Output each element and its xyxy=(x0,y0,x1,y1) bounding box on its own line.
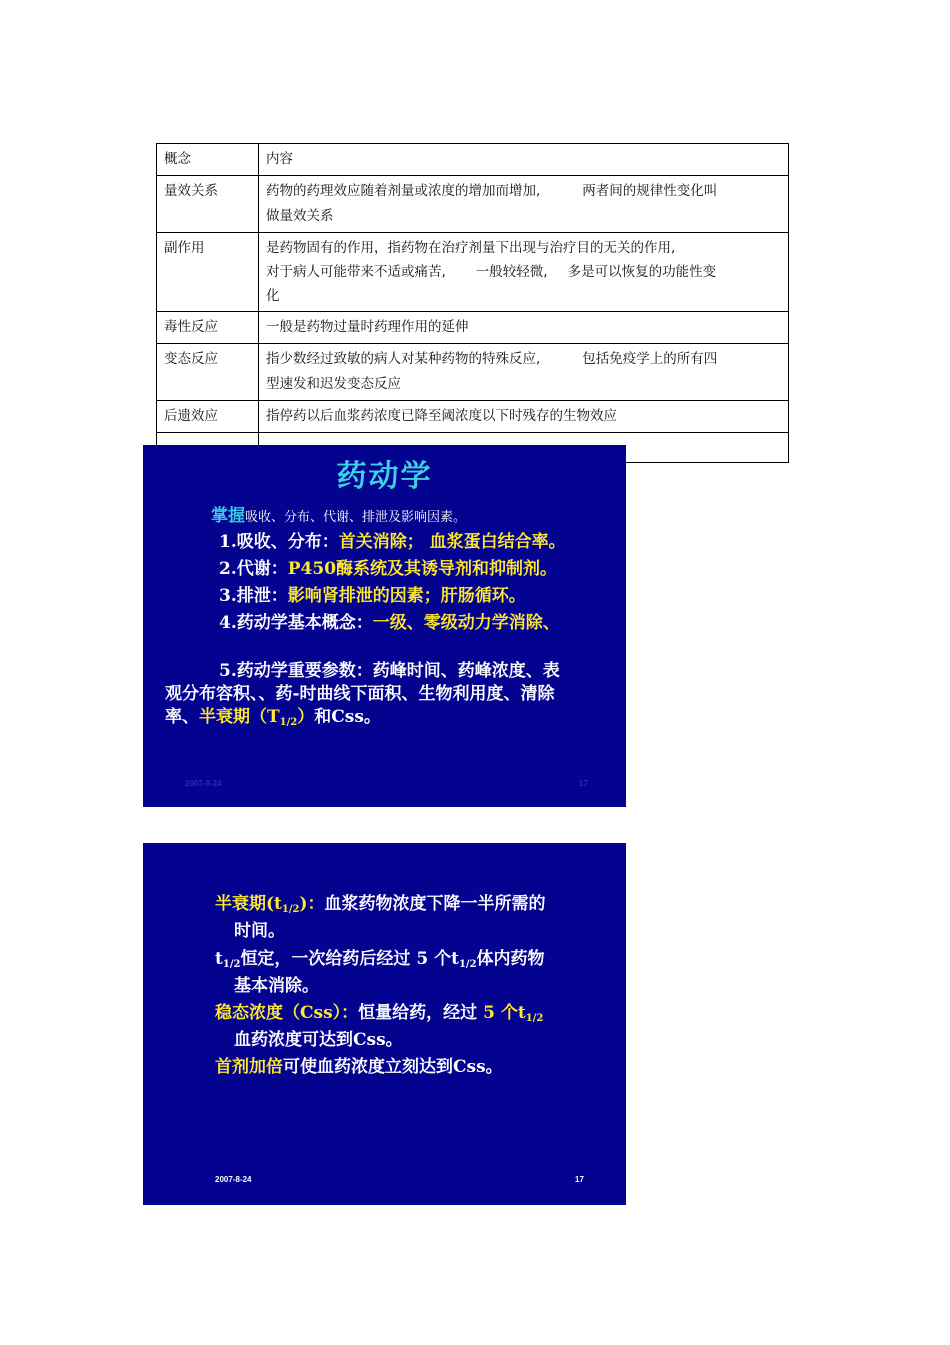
table-cell-content: 一般是药物过量时药理作用的延伸 xyxy=(259,312,789,344)
slide-item-3: 3.排泄：影响肾排泄的因素；肝肠循环。 xyxy=(219,586,526,606)
cell-text: 型速发和迟发变态反应 xyxy=(266,376,401,392)
table-cell-concept: 毒性反应 xyxy=(157,312,259,344)
table-row xyxy=(157,344,789,401)
slide-footer-date: 2007-8-24 xyxy=(185,779,222,788)
slide-item-1: 1.吸收、分布：首关消除； 血浆蛋白结合率。 xyxy=(219,532,566,552)
table-row xyxy=(157,144,789,176)
slide2-line3: $t_{1/2}$恒定，一次给药后经过 5 个$t_{1/2}$体内药物 xyxy=(215,949,545,970)
slide2-line6: 血药浓度可达到Css。 xyxy=(234,1030,403,1050)
table-header-concept: 概念 xyxy=(157,144,259,176)
table-row xyxy=(157,401,789,433)
slide2-line4: 基本消除。 xyxy=(234,976,319,996)
cell-text: 包括免疫学上的所有四 xyxy=(582,351,718,367)
table-cell-content xyxy=(259,233,789,312)
table-cell-concept: 量效关系 xyxy=(157,176,259,233)
table-row xyxy=(157,312,789,344)
cell-text: 指少数经过致敏的病人对某种药物的特殊反应, xyxy=(266,351,541,367)
slide2-line7: 首剂加倍可使血药浓度立刻达到Css。 xyxy=(215,1057,503,1077)
cell-text: 药物的药理效应随着剂量或浓度的增加而增加, xyxy=(266,183,541,199)
table-row xyxy=(157,176,789,233)
table-cell-content xyxy=(259,176,789,233)
slide-item-5-line3: 率、半衰期$(T_{1/2})$和Css。 xyxy=(165,707,381,728)
table-cell-concept: 后遗效应 xyxy=(157,401,259,433)
slide2-footer-date: 2007-8-24 xyxy=(215,1175,252,1184)
cell-text: 对于病人可能带来不适或痛苦, xyxy=(266,264,446,280)
slide-title: 药动学 xyxy=(336,459,433,494)
slide-item-5-line1: 5.药动学重要参数：药峰时间、药峰浓度、表 xyxy=(219,661,560,681)
slide2-line5: 稳态浓度（Css）：恒量给药，经过 5 个$t_{1/2}$ xyxy=(215,1003,544,1024)
cell-text: 化 xyxy=(266,288,280,304)
slide2-footer-page: 17 xyxy=(575,1175,584,1184)
table-cell-content xyxy=(259,344,789,401)
cell-text: 做量效关系 xyxy=(266,208,334,224)
slide-item-4: 4.药动学基本概念：一级、零级动力学消除、 xyxy=(219,613,560,633)
slide2-line2: 时间。 xyxy=(234,921,285,941)
slide-footer-page: 17 xyxy=(579,779,588,788)
slide-intro: 掌握吸收、分布、代谢、排泄及影响因素。 xyxy=(211,506,467,526)
cell-text: 是药物固有的作用，指药物在治疗剂量下出现与治疗目的无关的作用, xyxy=(266,240,676,256)
slide-half-life xyxy=(143,843,626,1205)
slide-item-5-line2: 观分布容积、、药-时曲线下面积、生物利用度、清除 xyxy=(165,684,555,704)
table-cell-content: 指停药以后血浆药浓度已降至阈浓度以下时残存的生物效应 xyxy=(259,401,789,433)
table-cell-concept: 副作用 xyxy=(157,233,259,312)
slide2-line1: 半衰期$(t_{1/2})$：血浆药物浓度下降一半所需的 xyxy=(215,894,546,915)
slide-pharmacokinetics xyxy=(143,445,626,807)
slide-item-2: 2.代谢：P450酶系统及其诱导剂和抑制剂。 xyxy=(219,559,558,579)
cell-text: 一般较轻微, xyxy=(475,264,548,280)
table-cell-concept: 变态反应 xyxy=(157,344,259,401)
table-row xyxy=(157,233,789,312)
table-header-content: 内容 xyxy=(259,144,789,176)
cell-text: 两者间的规律性变化叫 xyxy=(582,183,718,199)
concept-table xyxy=(156,143,789,463)
cell-text: 多是可以恢复的功能性变 xyxy=(567,264,717,280)
